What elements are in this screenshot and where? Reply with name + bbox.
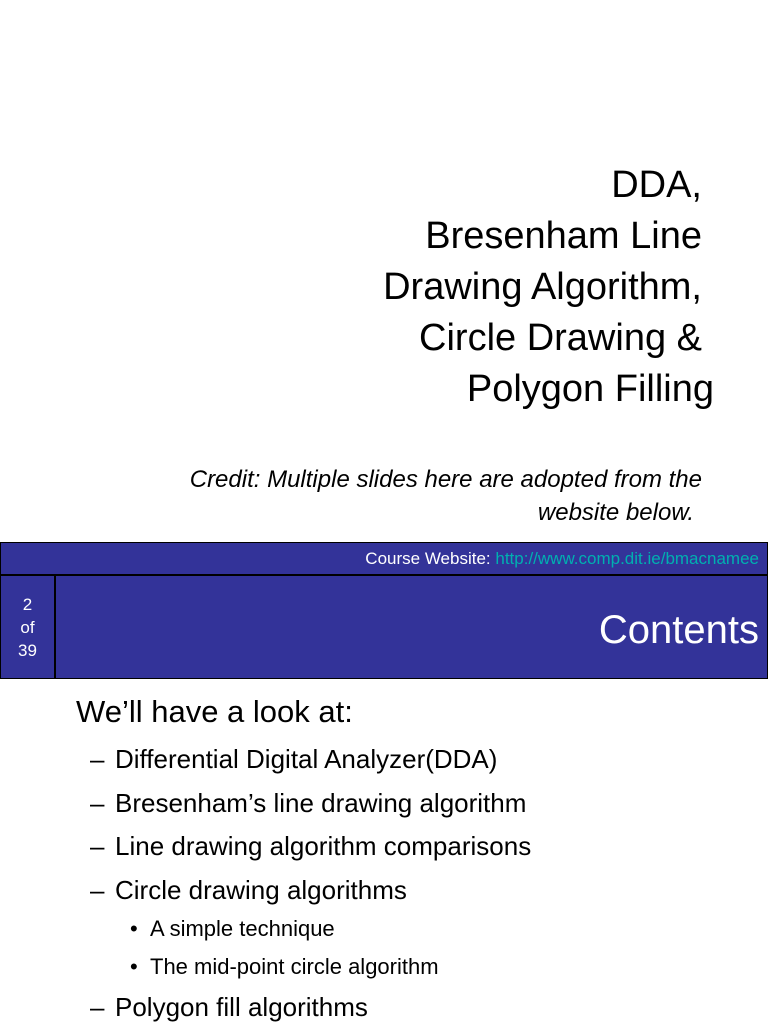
list-item-text: Differential Digital Analyzer(DDA) [115, 744, 498, 774]
dash-bullet: – [90, 992, 105, 1022]
title-line: DDA, [611, 164, 702, 206]
dash-bullet: – [90, 875, 105, 905]
credit-note [190, 463, 702, 529]
list-item [90, 873, 407, 907]
course-website-link[interactable]: http://www.comp.dit.ie/bmacnamee [495, 549, 759, 568]
slide-header [0, 575, 768, 679]
dash-bullet: – [90, 831, 105, 861]
slide-number: 2 [22, 594, 33, 614]
dash-bullet: – [90, 744, 105, 774]
sub-list-item [130, 914, 335, 944]
title-line: Polygon Filling [466, 368, 714, 410]
slide-title [383, 160, 714, 415]
title-line: Circle Drawing & [419, 317, 702, 359]
list-item [90, 829, 531, 863]
contents-intro: We’ll have a look at: [76, 694, 353, 729]
sub-list-item-text: A simple technique [150, 916, 335, 941]
sub-list-item [130, 952, 439, 982]
course-website-bar [0, 542, 768, 575]
page-title: Contents [598, 608, 759, 652]
credit-line: website below. [537, 499, 694, 526]
list-item-text: Polygon fill algorithms [115, 992, 368, 1022]
list-item-text: Circle drawing algorithms [115, 875, 407, 905]
dot-bullet: • [130, 916, 138, 941]
credit-line: Credit: Multiple slides here are adopted from the [189, 466, 702, 493]
list-item [90, 742, 497, 776]
dot-bullet: • [130, 954, 138, 979]
slide-total: 39 [18, 640, 37, 660]
slide-counter [1, 576, 56, 678]
list-item [90, 786, 526, 820]
course-website-label: Course Website: [365, 549, 496, 568]
title-line: Drawing Algorithm, [383, 266, 702, 308]
list-item [90, 990, 368, 1024]
list-item-text: Bresenham’s line drawing algorithm [115, 788, 527, 818]
list-item-text: Line drawing algorithm comparisons [115, 831, 532, 861]
dash-bullet: – [90, 788, 105, 818]
sub-list-item-text: The mid-point circle algorithm [150, 954, 439, 979]
slide-of-label: of [20, 617, 35, 637]
title-line: Bresenham Line [425, 215, 702, 257]
